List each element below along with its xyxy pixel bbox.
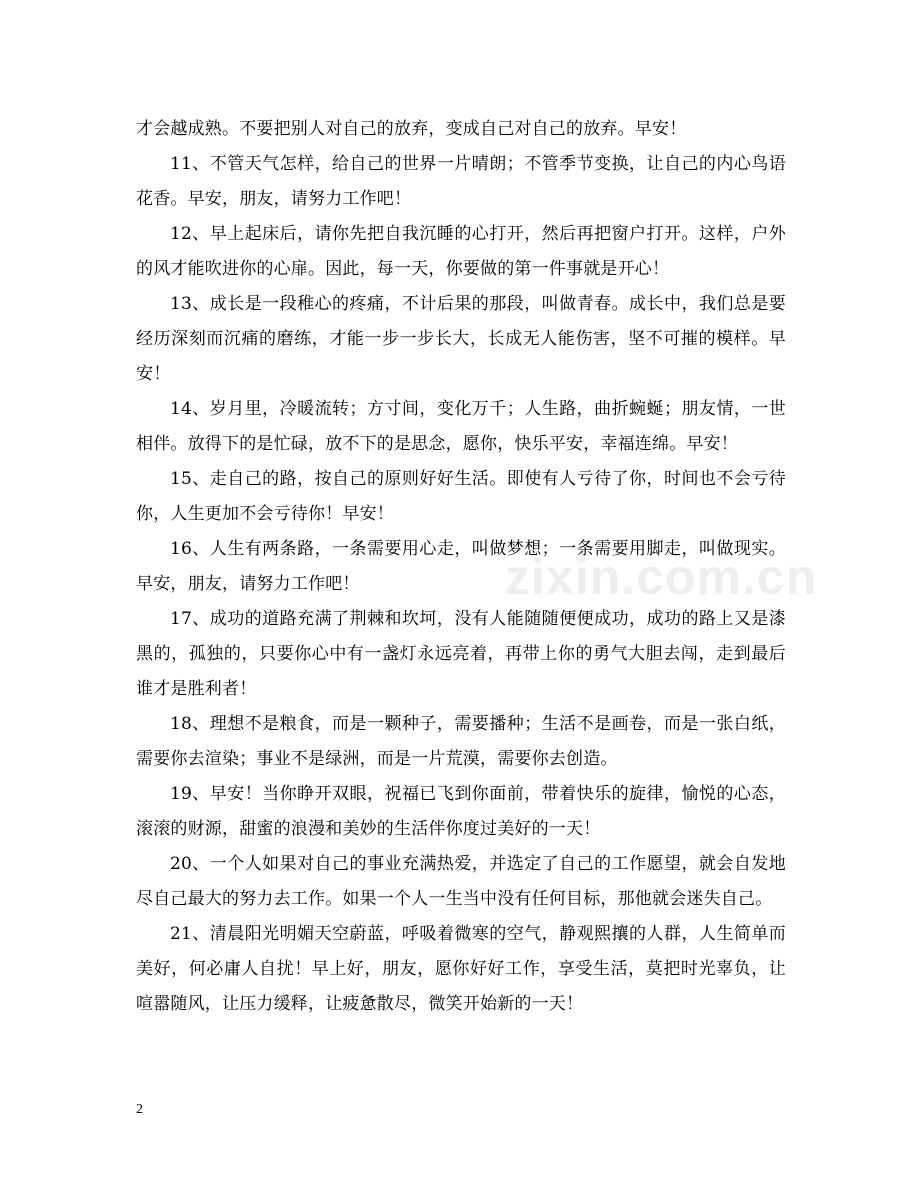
paragraph-18: 18、理想不是粮食，而是一颗种子，需要播种；生活不是画卷，而是一张白纸，需要你去渲染；事业不是绿洲，而是一片荒漠，需要你去创造。 bbox=[136, 714, 786, 769]
watermark: zixin.com.cn bbox=[505, 549, 818, 605]
paragraph-20: 20、一个人如果对自己的事业充满热爱，并选定了自己的工作愿望，就会自发地尽自己最大的努力去工作。如果一个人一生当中没有任何目标，那他就会迷失自己。 bbox=[136, 854, 786, 909]
paragraph-12: 12、早上起床后，请你先把自我沉睡的心打开，然后再把窗户打开。这样，户外的风才能吹进你的心扉。因此，每一天，你要做的第一件事就是开心！ bbox=[136, 224, 786, 279]
paragraph-15: 15、走自己的路，按自己的原则好好生活。即使有人亏待了你，时间也不会亏待你，人生更加不会亏待你！早安！ bbox=[136, 469, 786, 524]
paragraph-14: 14、岁月里，冷暖流转；方寸间，变化万千；人生路，曲折蜿蜒；朋友情，一世相伴。放得下的是忙碌，放不下的是思念，愿你，快乐平安，幸福连绵。早安！ bbox=[136, 399, 786, 454]
paragraph-continuation: 才会越成熟。不要把别人对自己的放弃，变成自己对自己的放弃。早安！ bbox=[136, 119, 687, 139]
paragraph-11: 11、不管天气怎样，给自己的世界一片晴朗；不管季节变换，让自己的内心鸟语花香。早安，朋友，请努力工作吧！ bbox=[136, 154, 786, 209]
paragraph-21: 21、清晨阳光明媚天空蔚蓝，呼吸着微寒的空气，静观熙攘的人群，人生简单而美好，何必庸人自扰！早上好，朋友，愿你好好工作，享受生活，莫把时光辜负，让喧嚣随风，让压力缓释，让疲惫散尽，微笑开始新的一天！ bbox=[136, 924, 786, 1014]
paragraph-16: 16、人生有两条路，一条需要用心走，叫做梦想；一条需要用脚走，叫做现实。早安，朋友，请努力工作吧！ bbox=[136, 539, 786, 594]
document-body bbox=[136, 112, 786, 1022]
paragraph-13: 13、成长是一段稚心的疼痛，不计后果的那段，叫做青春。成长中，我们总是要经历深刻而沉痛的磨练，才能一步一步长大，长成无人能伤害，坚不可摧的模样。早安！ bbox=[136, 294, 786, 384]
page-number: 2 bbox=[136, 1102, 143, 1117]
paragraph-17: 17、成功的道路充满了荆棘和坎坷，没有人能随随便便成功，成功的路上又是漆黑的，孤独的，只要你心中有一盏灯永远亮着，再带上你的勇气大胆去闯，走到最后谁才是胜利者！ bbox=[136, 609, 786, 699]
paragraph-19: 19、早安！当你睁开双眼，祝福已飞到你面前，带着快乐的旋律，愉悦的心态，滚滚的财源，甜蜜的浪漫和美妙的生活伴你度过美好的一天！ bbox=[136, 784, 786, 839]
